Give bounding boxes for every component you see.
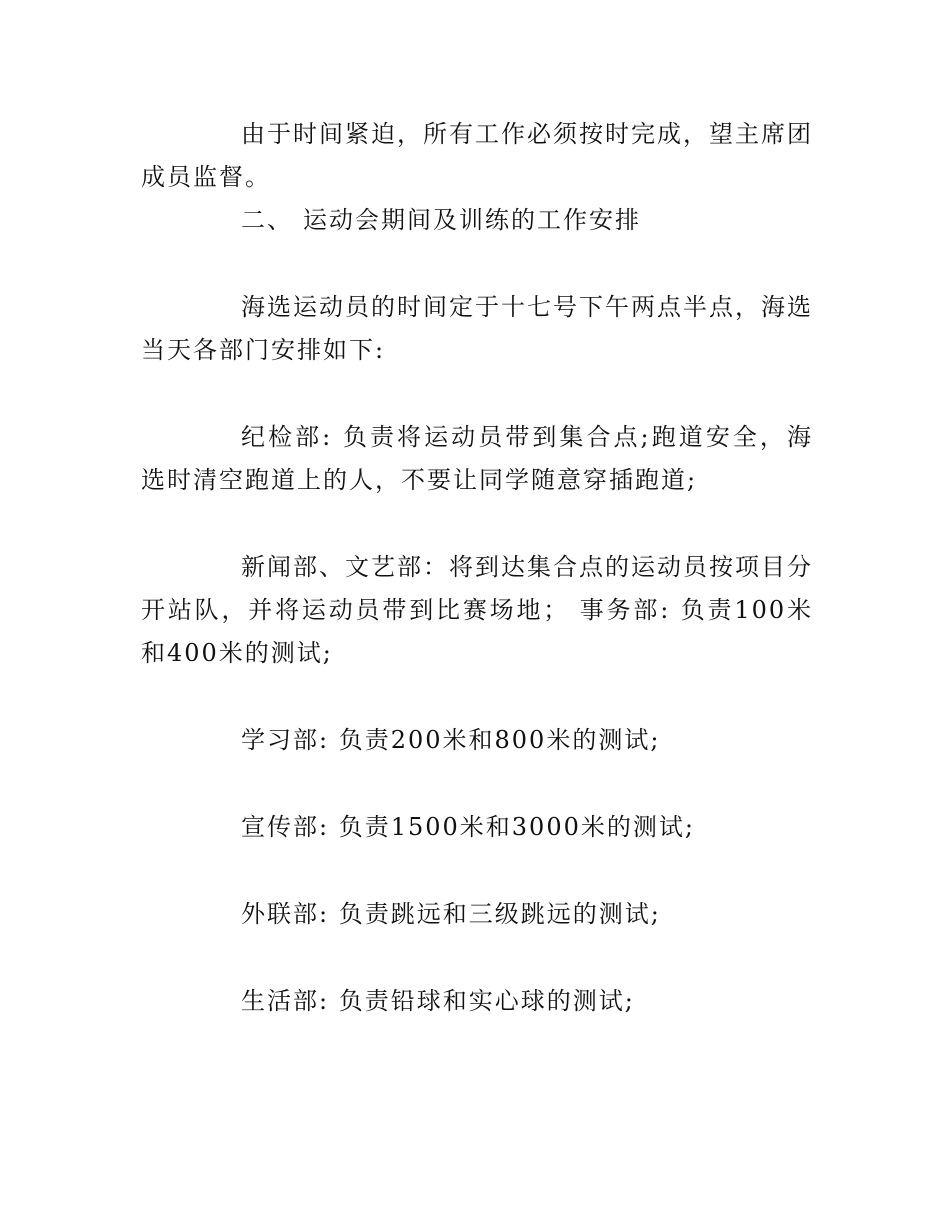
paragraph-study-dept: 学习部: 负责200米和800米的测试; [241, 726, 661, 754]
section-heading [141, 199, 813, 242]
paragraph-external-dept: 外联部: 负责跳远和三级跳远的测试; [241, 900, 661, 928]
paragraph-news-arts-dept: 新闻部、文艺部：将到达集合点的运动员按项目分开站队，并将运动员带到比赛场地； 事务部: 负责100米和400米的测试; [141, 553, 813, 667]
paragraph-audition-schedule: 海选运动员的时间定于十七号下午两点半点，海选当天各部门安排如下: [141, 293, 813, 364]
document-body [141, 113, 813, 1023]
paragraph-deadline-note: 由于时间紧迫，所有工作必须按时完成，望主席团成员监督。 [141, 120, 813, 191]
paragraph-publicity-dept: 宣传部: 负责1500米和3000米的测试; [241, 813, 695, 841]
section-number: 二、 [241, 206, 293, 234]
paragraph-discipline-dept: 纪检部: 负责将运动员带到集合点;跑道安全，海选时清空跑道上的人，不要让同学随意穿插跑道; [141, 423, 813, 494]
section-title: 运动会期间及训练的工作安排 [303, 206, 641, 234]
paragraph-life-dept: 生活部: 负责铅球和实心球的测试; [241, 987, 635, 1015]
